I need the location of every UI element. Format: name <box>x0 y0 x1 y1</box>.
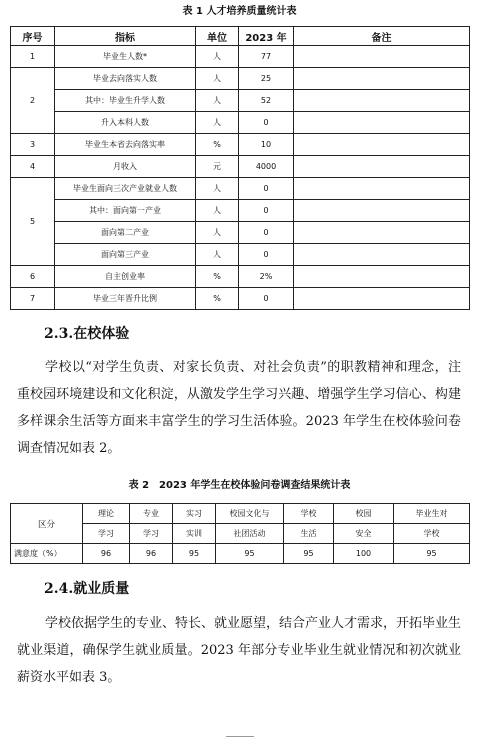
header-label-cell: 区分 <box>11 504 83 544</box>
indicator-cell: 其中：面向第一产业 <box>55 200 196 222</box>
unit-cell: % <box>196 266 239 288</box>
value-cell: 95 <box>284 544 334 564</box>
talent-quality-table <box>10 26 470 310</box>
table-row <box>11 90 470 112</box>
indicator-cell: 面向第二产业 <box>55 222 196 244</box>
unit-cell: 人 <box>196 112 239 134</box>
table-header-row <box>11 504 470 524</box>
value-cell: 0 <box>239 222 294 244</box>
value-cell: 10 <box>239 134 294 156</box>
table-row <box>11 266 470 288</box>
value-cell: 0 <box>239 112 294 134</box>
header-cell-line2: 生活 <box>284 524 334 544</box>
header-cell-line1: 校园文化与 <box>216 504 284 524</box>
header-cell-line2: 实训 <box>173 524 216 544</box>
value-cell: 100 <box>334 544 394 564</box>
table-row <box>11 112 470 134</box>
note-cell <box>294 46 470 68</box>
note-cell <box>294 244 470 266</box>
value-cell: 0 <box>239 288 294 310</box>
row-number: 6 <box>11 266 55 288</box>
table-row <box>11 134 470 156</box>
row-number: 4 <box>11 156 55 178</box>
note-cell <box>294 288 470 310</box>
value-cell: 4000 <box>239 156 294 178</box>
note-cell <box>294 68 470 90</box>
table-row <box>11 222 470 244</box>
unit-cell: 元 <box>196 156 239 178</box>
value-cell: 95 <box>216 544 284 564</box>
table-row <box>11 244 470 266</box>
section-heading-campus-experience: 2.3.在校体验 <box>44 326 130 342</box>
note-cell <box>294 134 470 156</box>
table-row <box>11 200 470 222</box>
row-number: 2 <box>11 68 55 134</box>
campus-experience-survey-table <box>10 503 470 564</box>
table1-caption: 表 1 人才培养质量统计表 <box>182 6 297 17</box>
row-number: 3 <box>11 134 55 156</box>
unit-cell: 人 <box>196 68 239 90</box>
unit-cell: 人 <box>196 200 239 222</box>
header-cell-line1: 理论 <box>83 504 130 524</box>
header-cell: 2023 年 <box>239 27 294 46</box>
note-cell <box>294 200 470 222</box>
indicator-cell: 自主创业率 <box>55 266 196 288</box>
header-cell: 指标 <box>55 27 196 46</box>
value-cell: 25 <box>239 68 294 90</box>
value-cell: 96 <box>83 544 130 564</box>
unit-cell: 人 <box>196 90 239 112</box>
header-cell-line2: 学习 <box>83 524 130 544</box>
indicator-cell: 其中：毕业生升学人数 <box>55 90 196 112</box>
indicator-cell: 毕业生本省去向落实率 <box>55 134 196 156</box>
unit-cell: 人 <box>196 244 239 266</box>
row-number: 5 <box>11 178 55 266</box>
header-cell-line1: 学校 <box>284 504 334 524</box>
indicator-cell: 毕业三年晋升比例 <box>55 288 196 310</box>
row-label-cell: 满意度（%） <box>11 544 83 564</box>
note-cell <box>294 178 470 200</box>
value-cell: 2% <box>239 266 294 288</box>
indicator-cell: 月收入 <box>55 156 196 178</box>
indicator-cell: 毕业生面向三次产业就业人数 <box>55 178 196 200</box>
value-cell: 52 <box>239 90 294 112</box>
page-footer-mark <box>226 736 254 739</box>
note-cell <box>294 222 470 244</box>
value-cell: 0 <box>239 200 294 222</box>
unit-cell: 人 <box>196 178 239 200</box>
header-cell-line2: 安全 <box>334 524 394 544</box>
header-cell-line1: 毕业生对 <box>394 504 470 524</box>
header-cell-line2: 学校 <box>394 524 470 544</box>
indicator-cell: 毕业生人数* <box>55 46 196 68</box>
header-cell-line1: 实习 <box>173 504 216 524</box>
note-cell <box>294 90 470 112</box>
section-heading-employment-quality: 2.4.就业质量 <box>44 581 130 597</box>
header-cell: 单位 <box>196 27 239 46</box>
header-cell: 备注 <box>294 27 470 46</box>
value-cell: 77 <box>239 46 294 68</box>
value-cell: 0 <box>239 178 294 200</box>
unit-cell: % <box>196 288 239 310</box>
value-cell: 95 <box>173 544 216 564</box>
header-cell-line1: 校园 <box>334 504 394 524</box>
note-cell <box>294 156 470 178</box>
row-number: 7 <box>11 288 55 310</box>
header-cell-line2: 社团活动 <box>216 524 284 544</box>
table-row <box>11 544 470 564</box>
table-row <box>11 178 470 200</box>
table2-caption: 表 2 2023 年学生在校体验问卷调查结果统计表 <box>128 480 351 491</box>
indicator-cell: 毕业去向落实人数 <box>55 68 196 90</box>
employment-quality-paragraph: 学校依据学生的专业、特长、就业愿望，结合产业人才需求，开拓毕业生就业渠道，确保学生就业质量。2023 年部分专业毕业生就业情况和初次就业薪资水平如表 3。 <box>17 616 462 685</box>
table-row <box>11 46 470 68</box>
indicator-cell: 升入本科人数 <box>55 112 196 134</box>
row-number: 1 <box>11 46 55 68</box>
header-cell: 序号 <box>11 27 55 46</box>
header-cell-line1: 专业 <box>130 504 173 524</box>
table-row <box>11 68 470 90</box>
indicator-cell: 面向第三产业 <box>55 244 196 266</box>
unit-cell: 人 <box>196 222 239 244</box>
table-row <box>11 156 470 178</box>
header-cell-line2: 学习 <box>130 524 173 544</box>
unit-cell: 人 <box>196 46 239 68</box>
value-cell: 96 <box>130 544 173 564</box>
unit-cell: % <box>196 134 239 156</box>
note-cell <box>294 266 470 288</box>
table-row <box>11 288 470 310</box>
table-header-row <box>11 27 470 46</box>
value-cell: 0 <box>239 244 294 266</box>
note-cell <box>294 112 470 134</box>
value-cell: 95 <box>394 544 470 564</box>
campus-experience-paragraph: 学校以“对学生负责、对家长负责、对社会负责”的职教精神和理念，注重校园环境建设和文化积淀，从激发学生学习兴趣、增强学生学习信心、构建多样课余生活等方面来丰富学生的学习生活体验。2023 年学生在校体验问卷调查情况如表 2。 <box>17 360 461 456</box>
